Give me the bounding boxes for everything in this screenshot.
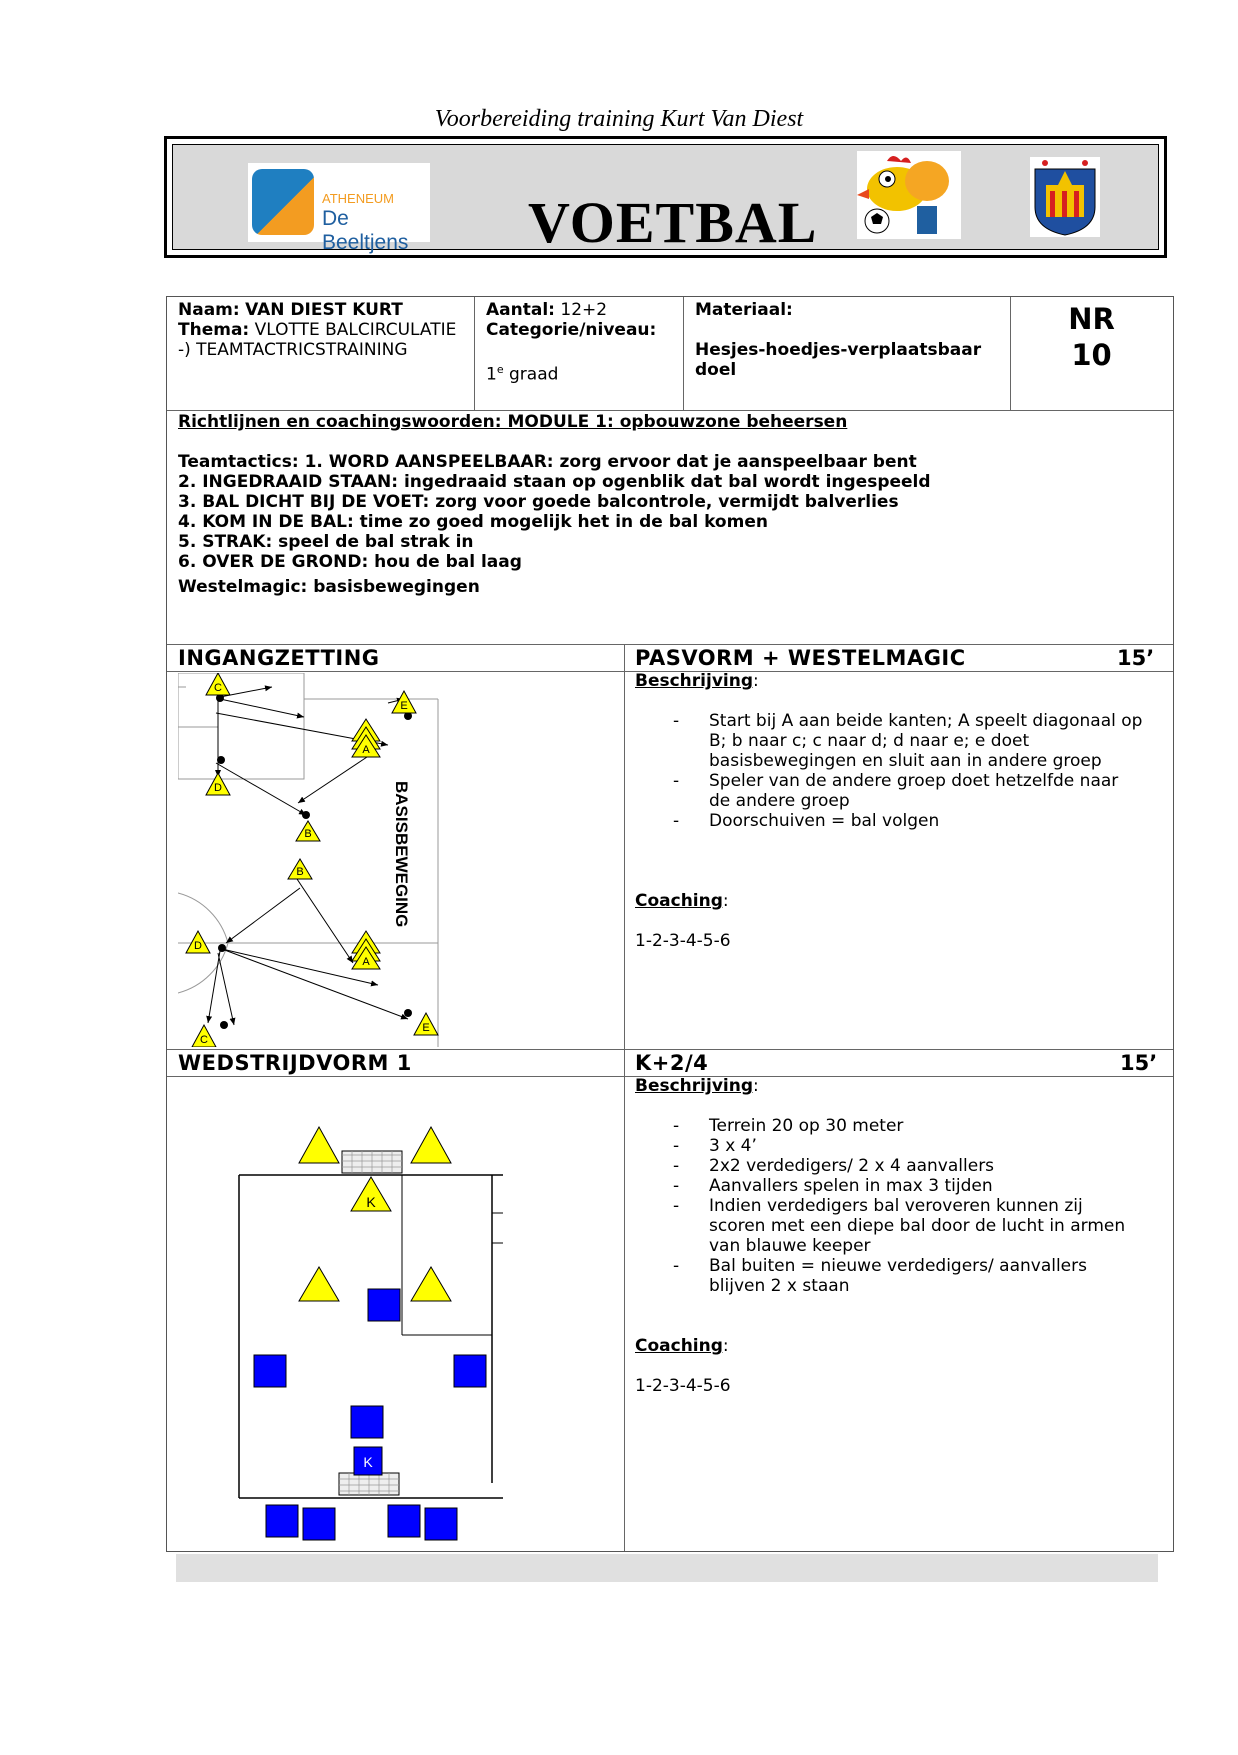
graad-value: 1e graad	[486, 363, 559, 385]
player-square	[266, 1505, 298, 1537]
guideline-line: 6. OVER DE GROND: hou de bal laag	[178, 552, 522, 572]
svg-text:A: A	[362, 744, 370, 756]
atheneum-logo	[248, 163, 430, 254]
naam-value: VAN DIEST KURT	[245, 300, 403, 320]
materiaal-label: Materiaal:	[695, 300, 793, 320]
defender-square	[351, 1406, 383, 1438]
attacker-cone	[299, 1267, 339, 1301]
player-square	[254, 1355, 286, 1387]
cone-d-top	[206, 773, 230, 795]
westelmagic-line: Westelmagic: basisbewegingen	[178, 577, 480, 597]
player-square	[425, 1508, 457, 1540]
description-item: - Bal buiten = nieuwe verdedigers/ aanvallers blijven 2 x staan	[673, 1256, 1143, 1296]
attacker-cone	[411, 1267, 451, 1301]
info-materiaal	[695, 300, 1005, 380]
info-naam-thema	[178, 300, 468, 360]
logo-text-atheneum: ATHENEUM	[322, 191, 394, 206]
section1-duration: 15’	[1117, 646, 1155, 670]
cone-d-bottom	[186, 931, 210, 953]
svg-text:K: K	[363, 1454, 373, 1470]
cone-c-bottom	[192, 1025, 216, 1047]
rooster-mascot-logo	[857, 151, 961, 239]
attacker-cone	[411, 1127, 451, 1163]
guidelines-block	[178, 412, 1158, 597]
basisbeweging-label: BASISBEWEGING	[392, 781, 411, 928]
section1-right-heading: PASVORM + WESTELMAGIC	[635, 646, 966, 670]
keeper-cone	[351, 1177, 391, 1211]
page-title: VOETBAL	[528, 190, 818, 255]
nr-label: NR	[1068, 302, 1115, 336]
section2-left-heading: WEDSTRIJDVORM 1	[178, 1051, 412, 1075]
basisbeweging-diagram	[178, 673, 448, 1047]
section2-description: Beschrijving: - Terrein 20 op 30 meter - 3 x 4’ - 2x2 verdedigers/ 2 x 4 aanvallers - Aanvallers spelen in max 3 tijden - Indien verdedigers bal veroveren kunnen zij scoren met een diepe bal door de lucht in armen van blauwe keeper - Bal buiten = nieuwe verdedigers/ aanvallers blijven 2 x staan Coaching: 1-2-3-4-5-6	[635, 1076, 1155, 1396]
player-square	[303, 1508, 335, 1540]
cone-b-bottom	[288, 859, 312, 879]
thema-value: VLOTTE BALCIRCULATIE	[254, 320, 457, 340]
svg-text:C: C	[200, 1034, 208, 1046]
description-item: - 2x2 verdedigers/ 2 x 4 aanvallers	[673, 1156, 1143, 1176]
document-subtitle: Voorbereiding training Kurt Van Diest	[434, 106, 804, 132]
cone-stack-a-top	[352, 719, 380, 757]
guideline-line: 5. STRAK: speel de bal strak in	[178, 532, 474, 552]
svg-text:A: A	[362, 956, 370, 968]
description-item: - Speler van de andere groep doet hetzelfde naar de andere groep	[673, 771, 1143, 811]
svg-text:D: D	[194, 940, 202, 952]
section2-duration: 15’	[1120, 1051, 1158, 1075]
beschrijving-label: Beschrijving	[635, 1076, 754, 1096]
description-item: - Start bij A aan beide kanten; A speelt diagonaal op B; b naar c; c naar d; d naar e; e doet basisbewegingen en sluit aan in andere groep	[673, 711, 1143, 771]
materiaal-value: Hesjes-hoedjes-verplaatsbaar doel	[695, 340, 982, 380]
guidelines-heading: Richtlijnen en coachingswoorden: MODULE 1: opbouwzone beheersen	[178, 412, 848, 432]
section1-description: Beschrijving: - Start bij A aan beide kanten; A speelt diagonaal op B; b naar c; c naar d; d naar e; e doet basisbewegingen en sluit aan in andere groep - Speler van de andere groep doet hetzelfde naar de andere groep - Doorschuiven = bal volgen Coaching: 1-2-3-4-5-6	[635, 671, 1155, 951]
svg-text:E: E	[400, 700, 408, 712]
coaching-label: Coaching	[635, 891, 723, 911]
description-item: - 3 x 4’	[673, 1136, 1143, 1156]
thema-value-2: -) TEAMTACTRICSTRAINING	[178, 340, 408, 360]
sheet-number	[1010, 301, 1173, 373]
description-item: - Indien verdedigers bal veroveren kunnen zij scoren met een diepe bal door de lucht in armen van blauwe keeper	[673, 1196, 1143, 1256]
description-item: - Aanvallers spelen in max 3 tijden	[673, 1176, 1143, 1196]
coaching-label: Coaching	[635, 1336, 723, 1356]
svg-text:B: B	[296, 866, 304, 878]
footer-bar	[176, 1554, 1158, 1582]
svg-text:D: D	[214, 782, 222, 794]
wedstrijdvorm-diagram	[227, 1123, 517, 1543]
categorie-label: Categorie/niveau:	[486, 320, 657, 340]
cone-stack-a-bottom	[352, 931, 380, 969]
guideline-line: 4. KOM IN DE BAL: time zo goed mogelijk het in de bal komen	[178, 512, 768, 532]
coaching-value: 1-2-3-4-5-6	[635, 931, 731, 951]
blue-keeper-square	[354, 1447, 382, 1475]
nr-value: 10	[1071, 338, 1112, 372]
guideline-line: 3. BAL DICHT BIJ DE VOET: zorg voor goede balcontrole, vermijdt balverlies	[178, 492, 899, 512]
section2-right-heading: K+2/4	[635, 1051, 709, 1075]
player-square	[388, 1505, 420, 1537]
info-aantal-categorie	[486, 300, 681, 385]
thema-label: Thema:	[178, 320, 250, 340]
training-sheet-table	[166, 296, 1174, 1552]
description-item: - Doorschuiven = bal volgen	[673, 811, 1143, 831]
svg-text:C: C	[214, 682, 222, 694]
naam-label: Naam:	[178, 300, 240, 320]
cone-e-bottom	[414, 1013, 438, 1035]
aantal-label: Aantal:	[486, 300, 555, 320]
cone-c-top	[206, 673, 230, 695]
svg-text:K: K	[366, 1194, 376, 1210]
guideline-line: 2. INGEDRAAID STAAN: ingedraaid staan op ogenblik dat bal wordt ingespeeld	[178, 472, 931, 492]
guideline-line: Teamtactics: 1. WORD AANSPEELBAAR: zorg ervoor dat je aanspeelbaar bent	[178, 452, 917, 472]
cone-b-top	[296, 821, 320, 841]
defender-square	[368, 1289, 400, 1321]
logo-text-beeltjens: De Beeltjens	[322, 207, 409, 254]
player-square	[454, 1355, 486, 1387]
svg-text:E: E	[422, 1022, 430, 1034]
attacker-cone	[299, 1127, 339, 1163]
city-crest-logo	[1030, 157, 1100, 237]
aantal-value: 12+2	[560, 300, 608, 320]
description-item: - Terrein 20 op 30 meter	[673, 1116, 1143, 1136]
beschrijving-label: Beschrijving	[635, 671, 754, 691]
svg-text:B: B	[304, 828, 312, 840]
coaching-value: 1-2-3-4-5-6	[635, 1376, 731, 1396]
title-banner	[164, 136, 1167, 258]
section1-left-heading: INGANGZETTING	[178, 646, 380, 670]
cone-e-top	[392, 691, 416, 713]
